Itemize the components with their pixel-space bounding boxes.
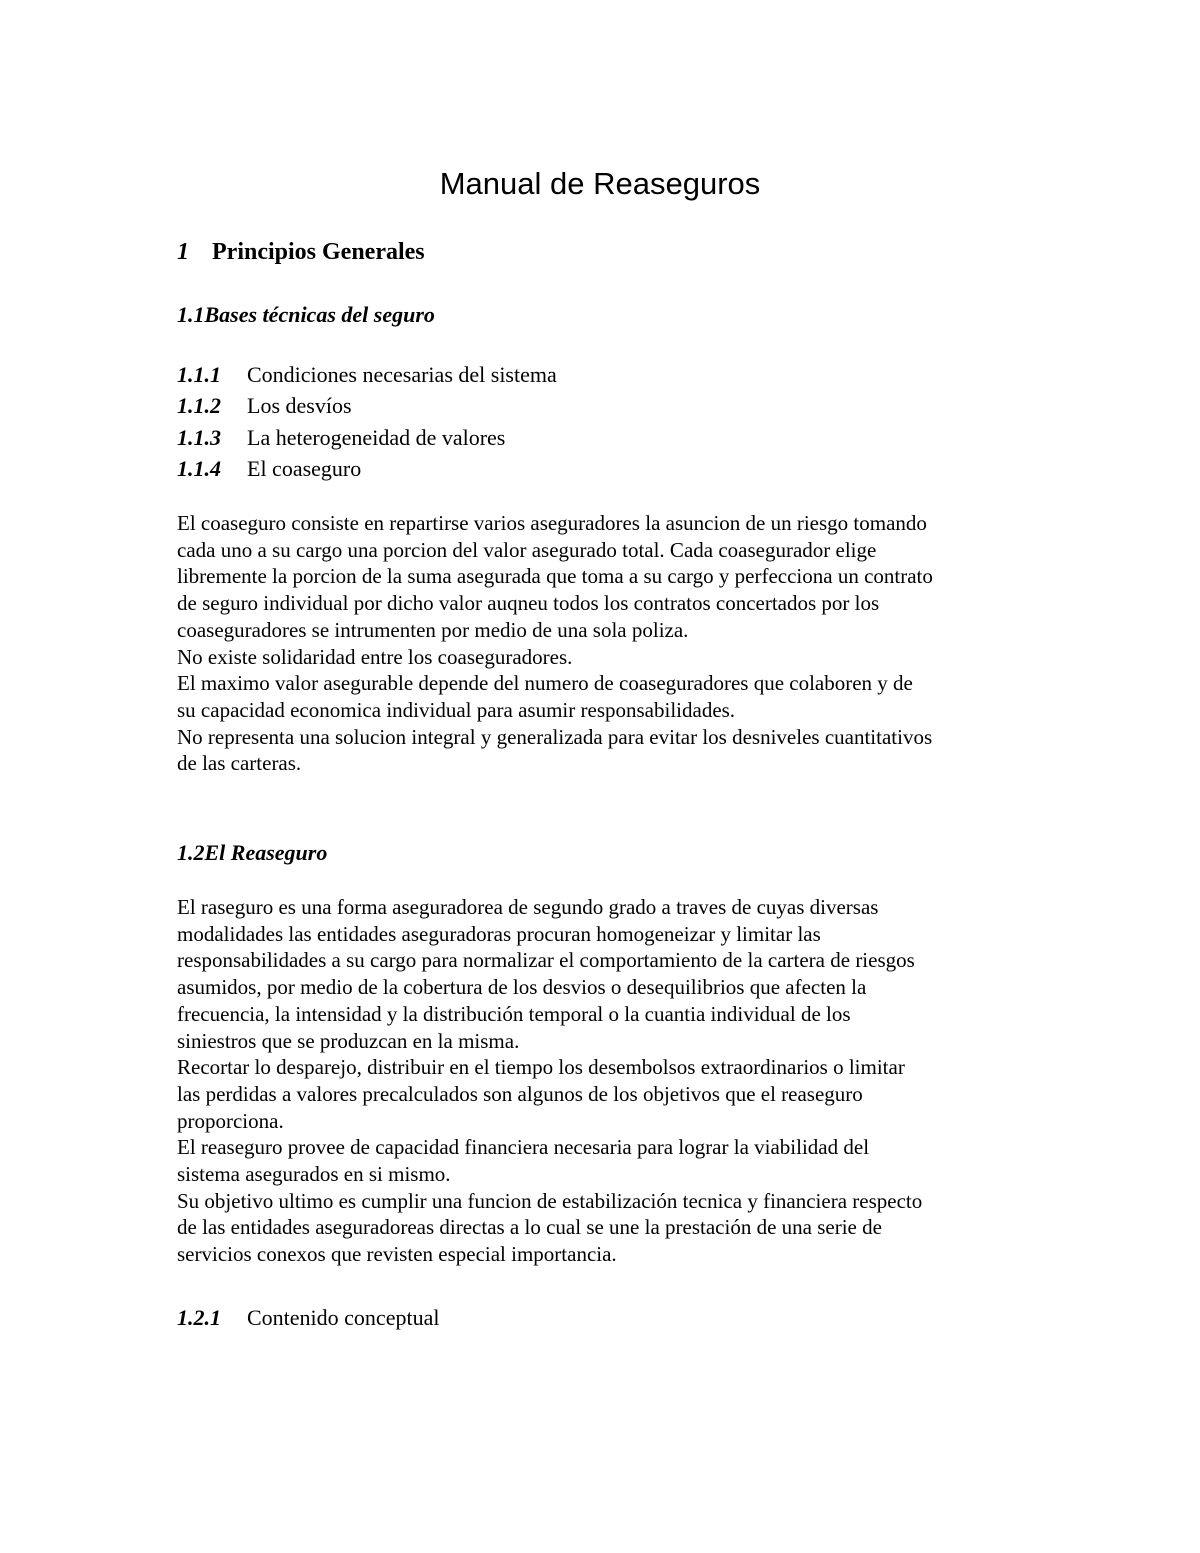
text-line: servicios conexos que revisten especial importancia. bbox=[177, 1242, 617, 1267]
text-line: No representa una solucion integral y generalizada para evitar los desniveles cuantitativos bbox=[177, 724, 933, 749]
reaseguro-paragraph bbox=[177, 894, 1037, 1268]
text-line: frecuencia, la intensidad y la distribución temporal o la cuantia individual de los bbox=[177, 1001, 851, 1026]
text-line: coaseguradores se intrumenten por medio de una sola poliza. bbox=[177, 617, 689, 642]
text-line: de seguro individual por dicho valor auqneu todos los contratos concertados por los bbox=[177, 591, 880, 616]
section-number: 1 bbox=[177, 239, 189, 265]
subsection-1-1-2 bbox=[177, 391, 352, 421]
subsection-title: Condiciones necesarias del sistema bbox=[247, 362, 557, 387]
subsection-number: 1.1.4 bbox=[177, 456, 221, 481]
text-line: asumidos, por medio de la cobertura de los desvios o desequilibrios que afecten la bbox=[177, 975, 867, 1000]
document-title: Manual de Reaseguros bbox=[439, 166, 761, 201]
subsection-title: El coaseguro bbox=[247, 456, 362, 481]
subsection-1-1-1 bbox=[177, 360, 557, 390]
subsection-number: 1.1.3 bbox=[177, 425, 221, 450]
text-line: proporciona. bbox=[177, 1108, 284, 1133]
subsection-number: 1.2.1 bbox=[177, 1305, 221, 1330]
text-line: responsabilidades a su cargo para normalizar el comportamiento de la cartera de riesgos bbox=[177, 948, 915, 973]
text-line: siniestros que se produzcan en la misma. bbox=[177, 1028, 520, 1053]
subsection-title: Contenido conceptual bbox=[247, 1305, 440, 1330]
text-line: El raseguro es una forma aseguradorea de segundo grado a traves de cuyas diversas bbox=[177, 895, 879, 919]
subsection-number: 1.1.1 bbox=[177, 362, 221, 387]
subsection-1-2-1 bbox=[177, 1303, 439, 1333]
text-line: modalidades las entidades aseguradoras procuran homogeneizar y limitar las bbox=[177, 921, 821, 946]
text-line: El maximo valor asegurable depende del numero de coaseguradores que colaboren y de bbox=[177, 671, 913, 696]
coaseguro-paragraph bbox=[177, 510, 1037, 777]
section-heading-1 bbox=[177, 236, 425, 268]
subsection-title: Los desvíos bbox=[247, 393, 352, 418]
text-line: No existe solidaridad entre los coaseguradores. bbox=[177, 644, 573, 669]
subsection-1-1-4 bbox=[177, 454, 361, 484]
text-line: de las entidades aseguradoreas directas a lo cual se une la prestación de una serie de bbox=[177, 1215, 882, 1240]
text-line: El coaseguro consiste en repartirse varios aseguradores la asuncion de un riesgo tomando bbox=[177, 511, 927, 535]
text-line: las perdidas a valores precalculados son algunos de los objetivos que el reaseguro bbox=[177, 1081, 863, 1106]
text-line: cada uno a su cargo una porcion del valor asegurado total. Cada coasegurador elige bbox=[177, 537, 877, 562]
section-title: Principios Generales bbox=[212, 239, 425, 265]
text-line: de las carteras. bbox=[177, 751, 302, 776]
section-heading-1-1: 1.1Bases técnicas del seguro bbox=[177, 302, 435, 327]
subsection-title: La heterogeneidad de valores bbox=[247, 425, 506, 450]
subsection-1-1-3 bbox=[177, 423, 505, 453]
text-line: Su objetivo ultimo es cumplir una funcion de estabilización tecnica y financiera respecto bbox=[177, 1188, 923, 1213]
text-line: sistema asegurados en si mismo. bbox=[177, 1162, 451, 1187]
section-heading-1-2: 1.2El Reaseguro bbox=[177, 840, 328, 865]
subsection-number: 1.1.2 bbox=[177, 393, 221, 418]
text-line: libremente la porcion de la suma asegurada que toma a su cargo y perfecciona un contrato bbox=[177, 564, 933, 589]
text-line: El reaseguro provee de capacidad financiera necesaria para lograr la viabilidad del bbox=[177, 1135, 870, 1160]
text-line: Recortar lo desparejo, distribuir en el tiempo los desembolsos extraordinarios o limitar bbox=[177, 1055, 905, 1080]
text-line: su capacidad economica individual para asumir responsabilidades. bbox=[177, 697, 736, 722]
